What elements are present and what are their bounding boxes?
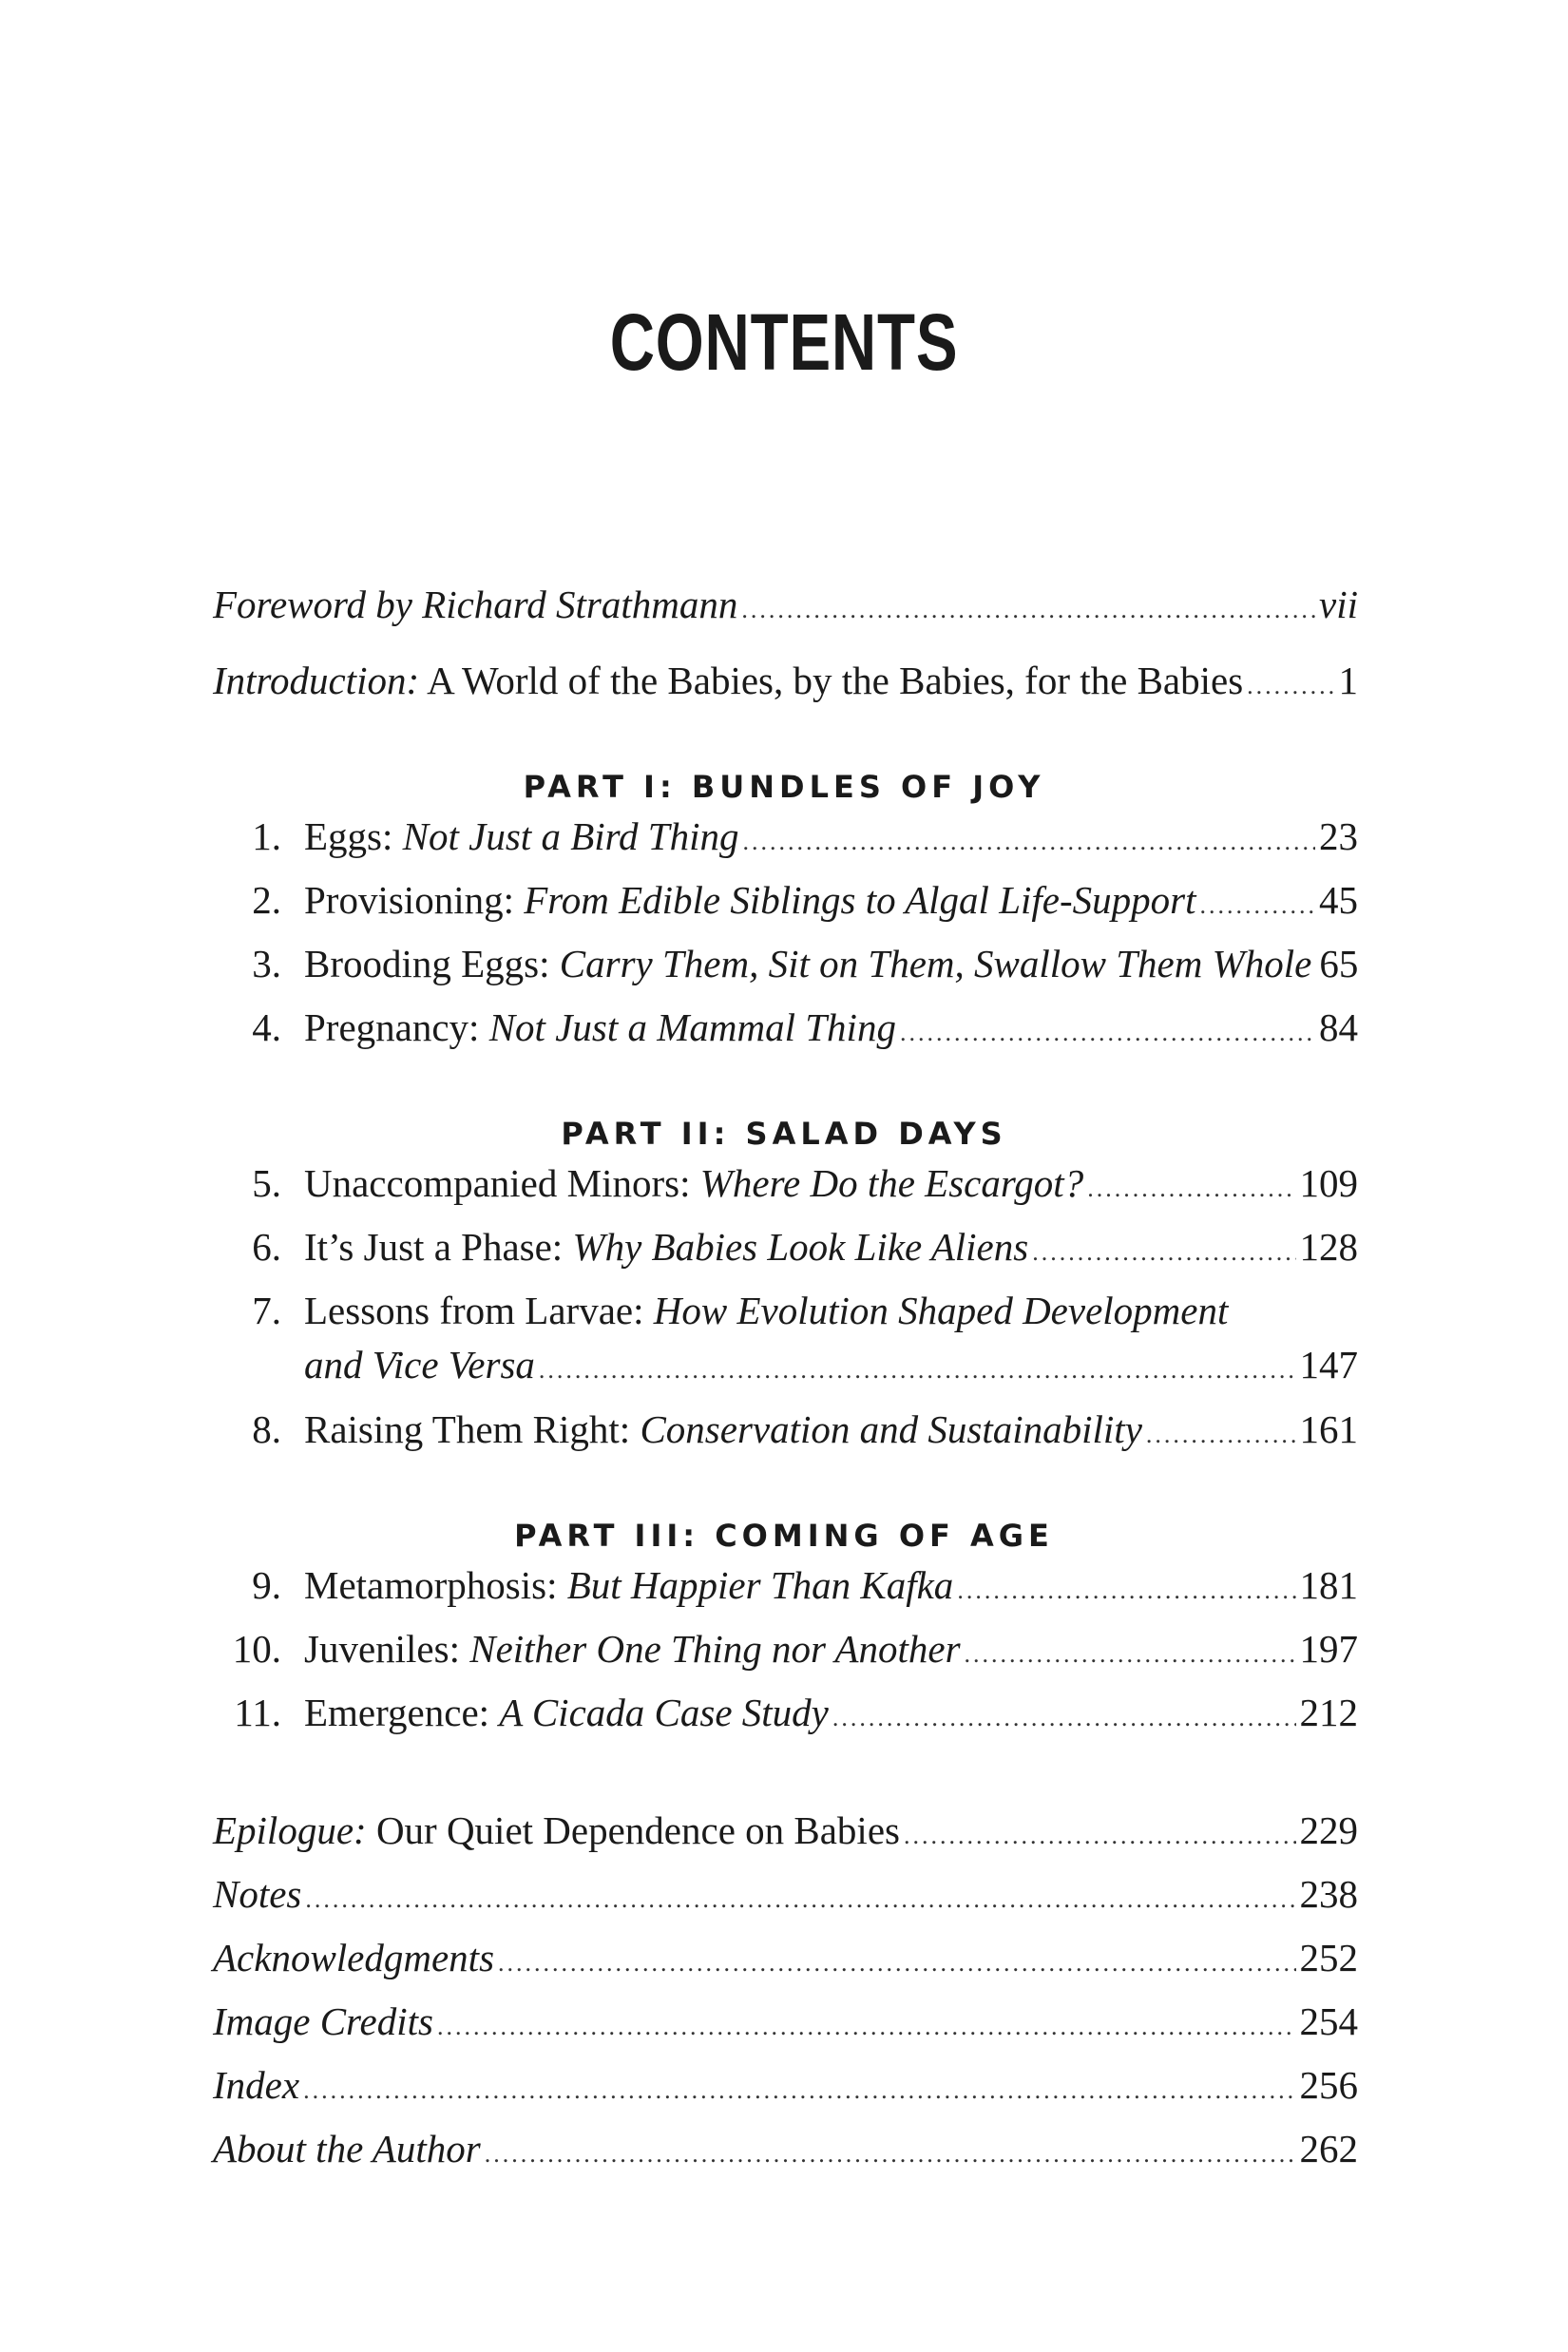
chapter-subtitle: Why Babies Look Like Aliens — [572, 1225, 1029, 1269]
page-number: 161 — [1299, 1407, 1358, 1451]
page-number: 252 — [1299, 1936, 1358, 1979]
toc-entry-chapter-9[interactable] — [213, 1557, 1358, 1614]
chapter-number: 5. — [252, 1161, 281, 1205]
toc-entry-epilogue[interactable] — [213, 1802, 1358, 1859]
page-number: 262 — [1299, 2127, 1358, 2170]
chapter-subtitle: Conservation and Sustainability — [640, 1407, 1142, 1451]
page-number: 128 — [1299, 1225, 1358, 1269]
toc-entry-notes[interactable] — [213, 1865, 1358, 1922]
entry-label-italic: Epilogue: — [213, 1808, 367, 1852]
chapter-number: 6. — [252, 1225, 281, 1269]
toc-entry-chapter-5[interactable] — [213, 1155, 1358, 1212]
toc-entry-chapter-4[interactable] — [213, 999, 1358, 1056]
toc-entry-image-credits[interactable] — [213, 1993, 1358, 2050]
toc-entry-chapter-7[interactable] — [213, 1282, 1358, 1339]
chapter-subtitle: Carry Them, Sit on Them, Swallow Them Whole — [559, 942, 1312, 985]
chapter-title: Lessons from Larvae: — [304, 1289, 654, 1332]
leader-dots — [437, 1998, 1296, 2056]
page-number: 1 — [1338, 659, 1358, 702]
leader-dots — [305, 1871, 1295, 1928]
toc-entry-chapter-7-continued[interactable] — [304, 1336, 1358, 1393]
entry-label: Acknowledgments — [213, 1936, 495, 1979]
page-number: 84 — [1319, 1005, 1358, 1049]
page-number: 229 — [1299, 1808, 1358, 1852]
toc-entry-acknowledgments[interactable] — [213, 1929, 1358, 1986]
chapter-number: 1. — [252, 814, 281, 858]
page-number: 197 — [1299, 1627, 1358, 1671]
leader-dots — [1247, 658, 1334, 715]
chapter-subtitle: Neither One Thing nor Another — [469, 1627, 961, 1671]
toc-entry-introduction[interactable] — [213, 652, 1358, 709]
chapter-subtitle: From Edible Siblings to Algal Life-Support — [524, 878, 1196, 922]
page-number: 109 — [1299, 1161, 1358, 1205]
chapter-subtitle: But Happier Than Kafka — [566, 1563, 954, 1607]
toc-entry-index[interactable] — [213, 2056, 1358, 2113]
entry-label: Notes — [213, 1872, 302, 1916]
page-number: vii — [1319, 583, 1358, 626]
entry-label: Index — [213, 2063, 300, 2107]
chapter-subtitle: Where Do the Escargot? — [699, 1161, 1084, 1205]
toc-entry-chapter-1[interactable] — [213, 808, 1358, 865]
leader-dots — [965, 1626, 1296, 1683]
leader-dots — [539, 1342, 1296, 1399]
entry-label: A World of the Babies, by the Babies, for the Babies — [419, 659, 1244, 702]
part-heading: PART I: BUNDLES OF JOY — [523, 769, 1045, 805]
toc-entry-chapter-3[interactable] — [213, 935, 1358, 992]
page-number: 212 — [1299, 1691, 1358, 1734]
toc-entry-foreword[interactable] — [213, 576, 1358, 633]
chapter-number: 11. — [234, 1691, 281, 1734]
chapter-title: Provisioning: — [304, 878, 525, 922]
page-title: CONTENTS — [609, 297, 959, 387]
page-number: 256 — [1299, 2063, 1358, 2107]
leader-dots — [832, 1690, 1296, 1747]
toc-entry-chapter-11[interactable] — [213, 1684, 1358, 1741]
page-number: 45 — [1319, 878, 1358, 922]
chapter-title: Pregnancy: — [304, 1005, 489, 1049]
toc-entry-chapter-8[interactable] — [213, 1401, 1358, 1458]
leader-dots — [1146, 1406, 1296, 1463]
chapter-number: 4. — [252, 1005, 281, 1049]
leader-dots — [1199, 877, 1315, 934]
page-number: 147 — [1299, 1343, 1358, 1386]
entry-label: Our Quiet Dependence on Babies — [366, 1808, 900, 1852]
page-number: 181 — [1299, 1563, 1358, 1607]
part-heading: PART II: SALAD DAYS — [561, 1116, 1007, 1152]
entry-label-italic: Introduction: — [213, 659, 420, 702]
entry-label: Image Credits — [213, 1999, 433, 2043]
chapter-subtitle: How Evolution Shaped Development — [653, 1289, 1229, 1332]
chapter-subtitle: Not Just a Mammal Thing — [488, 1005, 896, 1049]
leader-dots — [485, 2126, 1296, 2183]
leader-dots — [1032, 1224, 1295, 1281]
leader-dots — [957, 1562, 1295, 1619]
chapter-title: It’s Just a Phase: — [304, 1225, 573, 1269]
chapter-number: 7. — [252, 1289, 281, 1332]
toc-entry-chapter-6[interactable] — [213, 1218, 1358, 1275]
leader-dots — [1087, 1160, 1295, 1217]
leader-dots — [743, 813, 1315, 870]
chapter-number: 2. — [252, 878, 281, 922]
chapter-number: 8. — [252, 1407, 281, 1451]
page-number: 254 — [1299, 1999, 1358, 2043]
chapter-subtitle: A Cicada Case Study — [499, 1691, 829, 1734]
toc-entry-chapter-2[interactable] — [213, 871, 1358, 928]
page-number: 23 — [1319, 814, 1358, 858]
toc-entry-about-the-author[interactable] — [213, 2120, 1358, 2177]
chapter-title: Raising Them Right: — [304, 1407, 641, 1451]
chapter-title: Metamorphosis: — [304, 1563, 567, 1607]
entry-label: Foreword by Richard Strathmann — [213, 583, 738, 626]
leader-dots — [741, 582, 1315, 639]
chapter-title: Brooding Eggs: — [304, 942, 560, 985]
chapter-title: Eggs: — [304, 814, 403, 858]
toc-entry-chapter-10[interactable] — [213, 1620, 1358, 1677]
chapter-title: Unaccompanied Minors: — [304, 1161, 700, 1205]
chapter-number: 3. — [252, 942, 281, 985]
page-number: 238 — [1299, 1872, 1358, 1916]
page-number: 65 — [1319, 942, 1359, 985]
leader-dots — [498, 1935, 1295, 1992]
leader-dots — [303, 2062, 1295, 2119]
chapter-subtitle: Not Just a Bird Thing — [402, 814, 739, 858]
chapter-number: 9. — [252, 1563, 281, 1607]
chapter-subtitle-continued: and Vice Versa — [304, 1343, 535, 1386]
leader-dots — [904, 1807, 1296, 1864]
leader-dots — [900, 1004, 1315, 1061]
part-heading: PART III: COMING OF AGE — [514, 1518, 1054, 1554]
chapter-title: Juveniles: — [304, 1627, 470, 1671]
entry-label: About the Author — [213, 2127, 481, 2170]
chapter-title: Emergence: — [304, 1691, 500, 1734]
chapter-number: 10. — [232, 1627, 281, 1671]
